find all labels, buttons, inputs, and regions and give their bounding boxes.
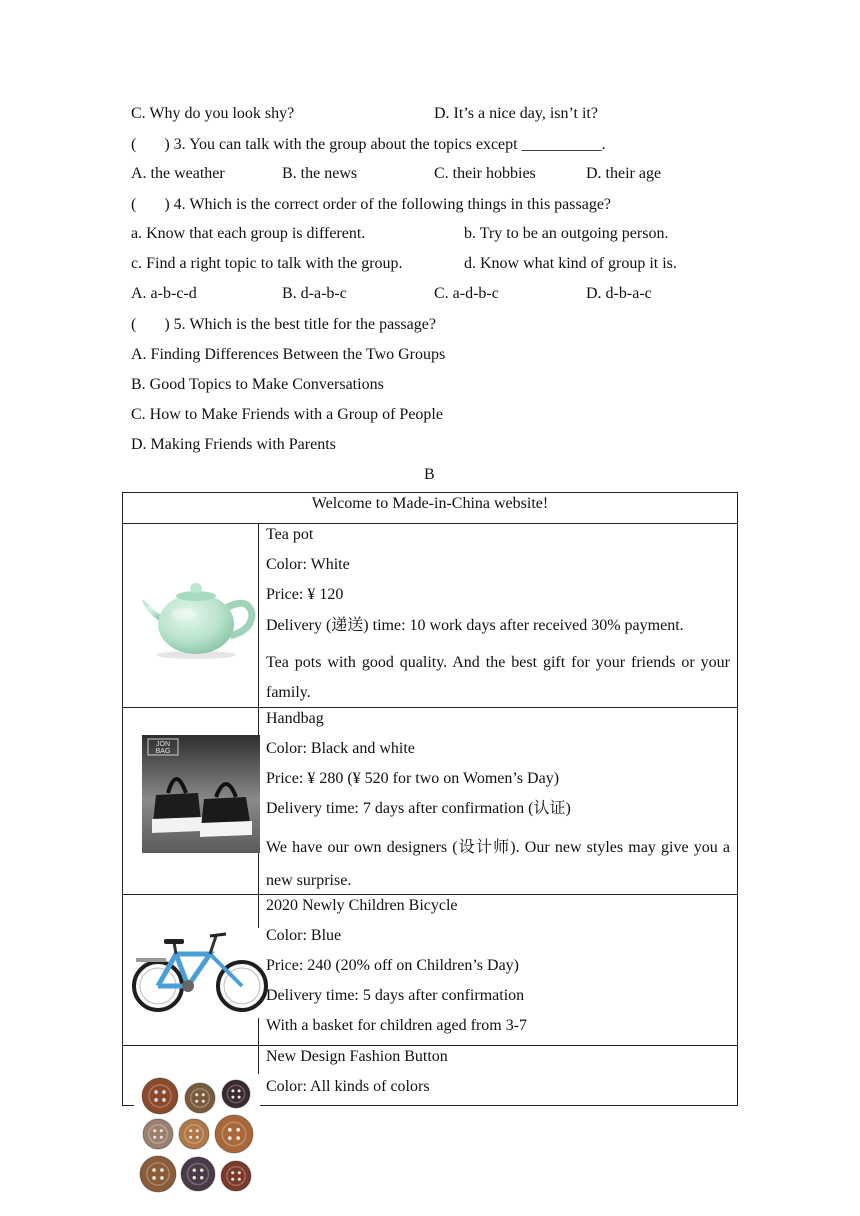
q5-option-a: A. Finding Differences Between the Two Groups — [131, 346, 446, 363]
q4-item-a: a. Know that each group is different. — [131, 225, 366, 242]
button-item — [215, 1115, 253, 1153]
bicycle-color: Color: Blue — [266, 927, 342, 944]
bicycle-image — [130, 928, 270, 1018]
bicycle-price: Price: 240 (20% off on Children’s Day) — [266, 957, 519, 974]
handbag-description: We have our own designers (设计师). Our new styles may give you a new surprise. — [266, 839, 730, 889]
button-product-name: New Design Fashion Button — [266, 1048, 448, 1065]
handbag-delivery: Delivery time: 7 days after confirmation (认证) — [266, 800, 571, 817]
button-item — [179, 1119, 209, 1149]
q3-option-a: A. the weather — [131, 165, 225, 182]
bicycle-description: With a basket for children aged from 3-7 — [266, 1017, 528, 1034]
button-product-color: Color: All kinds of colors — [266, 1078, 430, 1095]
q5-option-c: C. How to Make Friends with a Group of People — [131, 406, 443, 423]
q4-item-d: d. Know what kind of group it is. — [464, 255, 677, 272]
button-item — [143, 1119, 173, 1149]
q4-item-b: b. Try to be an outgoing person. — [464, 225, 669, 242]
row-divider — [122, 523, 738, 524]
bicycle-delivery: Delivery time: 5 days after confirmation — [266, 987, 525, 1004]
teapot-description: Tea pots with good quality. And the best gift for your friends or your family. — [266, 654, 730, 701]
row-divider — [122, 1045, 738, 1046]
q4-option-b: B. d-a-b-c — [282, 285, 347, 302]
q4-stem: ( ) 4. Which is the correct order of the following things in this passage? — [131, 196, 612, 213]
handbag-image — [142, 735, 260, 853]
teapot-delivery: Delivery (递送) time: 10 work days after received 30% payment. — [266, 617, 684, 634]
handbag-name: Handbag — [266, 710, 324, 727]
section-heading: B — [424, 466, 435, 483]
q4-option-d: D. d-b-a-c — [586, 285, 652, 302]
handbag-price: Price: ¥ 280 (¥ 520 for two on Women’s Day) — [266, 770, 560, 787]
q5-option-d: D. Making Friends with Parents — [131, 436, 336, 453]
teapot-image — [138, 552, 260, 672]
q4-item-c: c. Find a right topic to talk with the group. — [131, 255, 403, 272]
teapot-color: Color: White — [266, 556, 350, 573]
buttons-image — [134, 1074, 260, 1198]
teapot-price: Price: ¥ 120 — [266, 586, 344, 603]
button-item — [142, 1078, 178, 1114]
q5-option-b: B. Good Topics to Make Conversations — [131, 376, 384, 393]
button-item — [222, 1080, 250, 1108]
table-header: Welcome to Made-in-China website! — [311, 495, 549, 512]
q3-stem: ( ) 3. You can talk with the group about the topics except __________. — [131, 136, 606, 153]
button-item — [181, 1157, 215, 1191]
q5-stem: ( ) 5. Which is the best title for the passage? — [131, 316, 436, 333]
q2-option-c: C. Why do you look shy? — [131, 105, 295, 122]
button-item — [140, 1156, 176, 1192]
q3-option-d: D. their age — [586, 165, 662, 182]
button-item — [221, 1161, 251, 1191]
button-item — [185, 1083, 215, 1113]
handbag-color: Color: Black and white — [266, 740, 415, 757]
q4-option-a: A. a-b-c-d — [131, 285, 197, 302]
teapot-name: Tea pot — [266, 526, 314, 543]
bicycle-name: 2020 Newly Children Bicycle — [266, 897, 458, 914]
brand-logo-bottom: BAG — [155, 748, 171, 755]
q4-option-c: C. a-d-b-c — [434, 285, 499, 302]
q2-option-d: D. It’s a nice day, isn’t it? — [434, 105, 598, 122]
brand-logo-top: JON — [156, 741, 170, 748]
q3-option-b: B. the news — [282, 165, 358, 182]
q3-option-c: C. their hobbies — [434, 165, 536, 182]
